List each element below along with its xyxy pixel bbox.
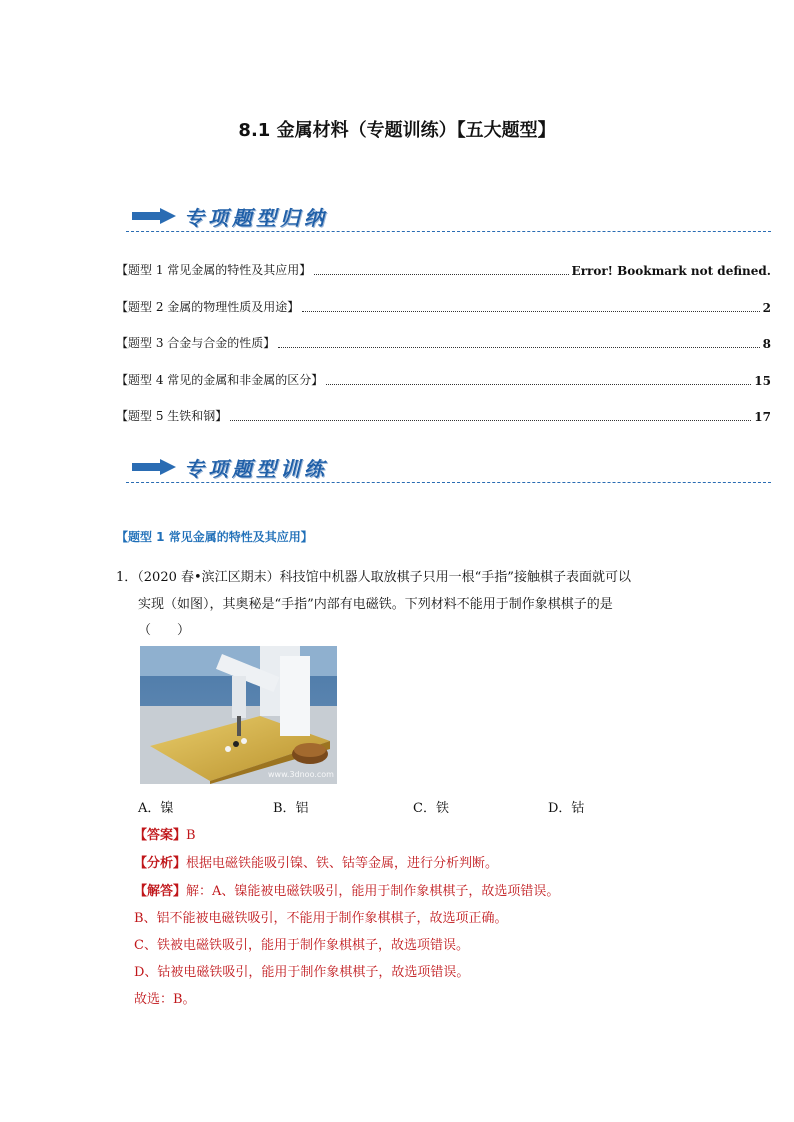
toc-row[interactable] xyxy=(116,368,771,388)
banner-divider xyxy=(126,482,771,483)
toc-row[interactable] xyxy=(116,295,771,315)
option-c[interactable]: C．铁 xyxy=(413,801,449,816)
question-line-1 xyxy=(116,566,631,585)
solution-line xyxy=(134,880,559,899)
question-answer-blank: （ ） xyxy=(138,623,191,638)
toc-page: 17 xyxy=(754,410,771,424)
analysis-line xyxy=(134,852,498,871)
arrow-right-icon xyxy=(132,459,176,475)
toc-label: 【题型 4 常见的金属和非金属的区分】 xyxy=(116,373,324,387)
toc-leader xyxy=(278,346,759,348)
solution-conclusion: 故选：B。 xyxy=(134,992,196,1007)
option-a[interactable]: A．镍 xyxy=(138,801,174,816)
option-d[interactable]: D．钴 xyxy=(548,801,585,816)
toc-label: 【题型 2 金属的物理性质及用途】 xyxy=(116,300,300,314)
toc-leader xyxy=(230,419,751,421)
banner-toc-title: 专项题型归纳 xyxy=(184,206,328,230)
question-text: （2020 春•滨江区期末）科技馆中机器人取放棋子只用一根“手指”接触棋子表面就可以 xyxy=(137,570,631,585)
section-heading: 【题型 1 常见金属的特性及其应用】 xyxy=(116,530,313,544)
answer-value: B xyxy=(186,828,196,843)
option-b[interactable]: B．铝 xyxy=(273,801,309,816)
toc-row[interactable] xyxy=(116,404,771,424)
banner-toc xyxy=(126,200,771,236)
toc-leader xyxy=(314,273,568,275)
arrow-right-icon xyxy=(132,208,176,224)
analysis-tag: 【分析】 xyxy=(134,856,187,871)
page-title: 8.1 金属材料（专题训练）【五大题型】 xyxy=(238,120,556,141)
analysis-text: 根据电磁铁能吸引镍、铁、钴等金属，进行分析判断。 xyxy=(186,856,499,871)
solution-text: 解：A、镍能被电磁铁吸引，能用于制作象棋棋子，故选项错误。 xyxy=(186,884,560,899)
toc-row[interactable] xyxy=(116,258,771,278)
toc-page: 8 xyxy=(762,337,771,351)
answer-tag: 【答案】 xyxy=(134,828,187,843)
solution-tag: 【解答】 xyxy=(134,884,187,899)
toc-leader xyxy=(302,310,759,312)
toc-page: 2 xyxy=(762,301,771,315)
question-number: 1． xyxy=(116,570,138,585)
toc-page: Error! Bookmark not defined. xyxy=(571,264,771,278)
toc-label: 【题型 3 合金与合金的性质】 xyxy=(116,336,276,350)
solution-line-c: C、铁被电磁铁吸引，能用于制作象棋棋子，故选项错误。 xyxy=(134,938,469,953)
robot-chess-photo xyxy=(140,646,337,784)
question-line-2: 实现（如图），其奥秘是“手指”内部有电磁铁。下列材料不能用于制作象棋棋子的是 xyxy=(138,597,613,612)
photo-watermark: www.3dnoo.com xyxy=(268,770,334,779)
robot-arm-image xyxy=(140,646,337,784)
toc-label: 【题型 5 生铁和钢】 xyxy=(116,409,228,423)
answer-line xyxy=(134,824,196,843)
toc-label: 【题型 1 常见金属的特性及其应用】 xyxy=(116,263,312,277)
toc-row[interactable] xyxy=(116,331,771,351)
solution-line-d: D、钴被电磁铁吸引，能用于制作象棋棋子，故选项错误。 xyxy=(134,965,470,980)
toc-page: 15 xyxy=(754,374,771,388)
toc-leader xyxy=(326,383,751,385)
banner-divider xyxy=(126,231,771,232)
banner-train-title: 专项题型训练 xyxy=(184,457,328,481)
solution-line-b: B、铝不能被电磁铁吸引，不能用于制作象棋棋子，故选项正确。 xyxy=(134,911,508,926)
banner-train xyxy=(126,451,771,487)
